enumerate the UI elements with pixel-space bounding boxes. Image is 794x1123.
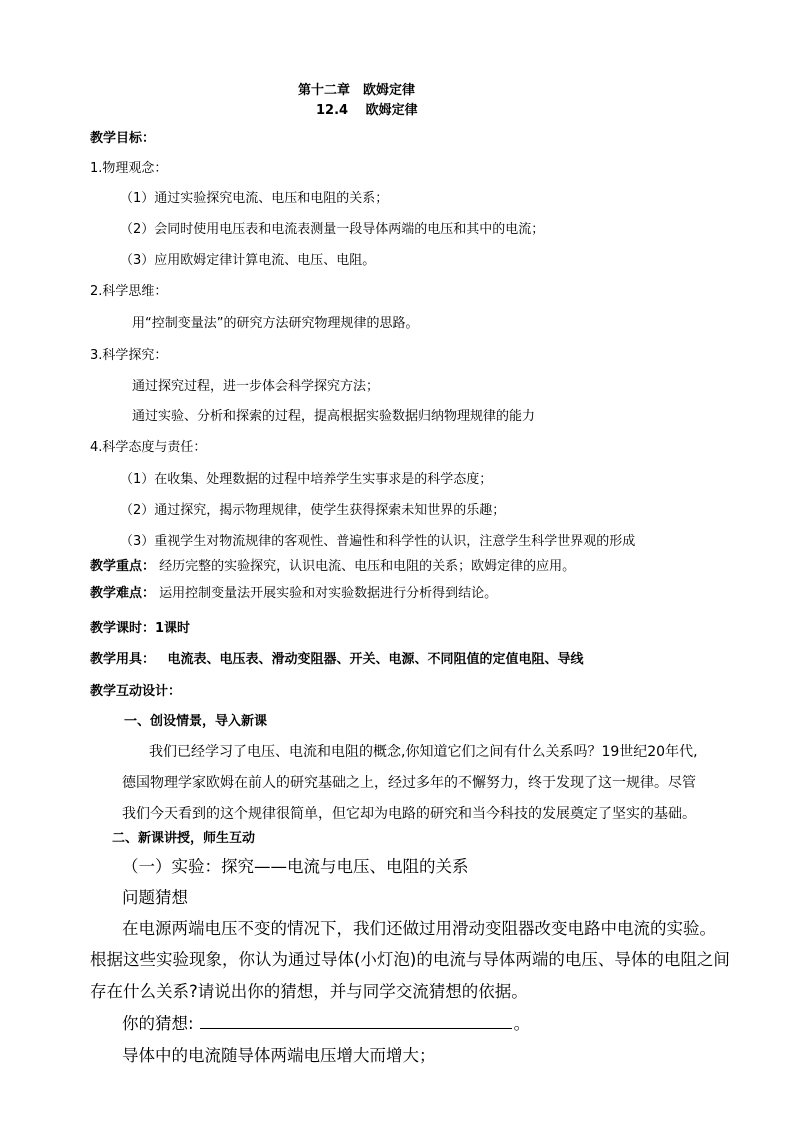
part-2-title: 二、新课讲授，师生互动 bbox=[112, 831, 256, 846]
goal-3-item-1: 通过探究过程，进一步体会科学探究方法； bbox=[132, 379, 380, 394]
part-1-line-3: 我们今天看到的这个规律很简单，但它却为电路的研究和当今科技的发展奠定了坚实的基础。 bbox=[122, 806, 696, 822]
difficulties-text: 运用控制变量法开展实验和对实验数据进行分析得到结论。 bbox=[159, 586, 498, 601]
difficulties bbox=[90, 582, 497, 601]
teaching-tools-text: 电流表、电压表、滑动变阻器、开关、电源、不同阻值的定值电阻、导线 bbox=[167, 652, 584, 667]
class-hours: 教学课时：1课时 bbox=[90, 621, 191, 636]
part-2-line-3: 存在什么关系?请说出你的猜想，并与同学交流猜想的依据。 bbox=[90, 982, 528, 1001]
chapter-title: 第十二章 欧姆定律 bbox=[298, 83, 416, 98]
key-points bbox=[90, 555, 575, 574]
goal-3-title: 3.科学探究： bbox=[90, 348, 168, 363]
goal-4-item-1: （1）在收集、处理数据的过程中培养学生实事求是的科学态度； bbox=[120, 472, 493, 487]
goal-1-title: 1.物理观念： bbox=[90, 161, 168, 176]
goal-1-item-3: （3）应用欧姆定律计算电流、电压、电阻。 bbox=[120, 253, 376, 268]
guess-blank[interactable] bbox=[200, 1014, 512, 1029]
goal-4-title: 4.科学态度与责任： bbox=[90, 440, 207, 455]
part-1-line-2: 德国物理学家欧姆在前人的研究基础之上，经过多年的不懈努力，终于发现了这一规律。尽管 bbox=[122, 775, 696, 791]
goal-1-item-1: （1）通过实验探究电流、电压和电阻的关系； bbox=[120, 191, 389, 206]
part-2-line-2: 根据这些实验现象，你认为通过导体(小灯泡)的电流与导体两端的电压、导体的电阻之间 bbox=[90, 950, 730, 969]
goal-2-item-1: 用“控制变量法”的研究方法研究物理规律的思路。 bbox=[132, 316, 419, 331]
guess-label: 你的猜想: bbox=[122, 1014, 194, 1033]
section-title: 12.4 欧姆定律 bbox=[316, 103, 418, 118]
guess-line bbox=[122, 1010, 530, 1034]
part-2-line-1: 在电源两端电压不变的情况下，我们还做过用滑动变阻器改变电路中电流的实验。 bbox=[122, 919, 716, 938]
goal-3-item-2: 通过实验、分析和探索的过程，提高根据实验数据归纳物理规律的能力 bbox=[132, 409, 536, 424]
teaching-tools-label: 教学用具： bbox=[90, 652, 156, 667]
difficulties-label: 教学难点： bbox=[90, 586, 156, 601]
goals-heading: 教学目标： bbox=[90, 131, 156, 146]
part-1-line-1: 我们已经学习了电压、电流和电阻的概念,你知道它们之间有什么关系吗？19世纪20年代, bbox=[149, 744, 698, 760]
key-points-label: 教学重点： bbox=[90, 559, 156, 574]
part-2-last-line: 导体中的电流随导体两端电压增大而增大； bbox=[122, 1046, 436, 1065]
goal-1-item-2: （2）会同时使用电压表和电流表测量一段导体两端的电压和其中的电流； bbox=[120, 222, 545, 237]
part-2-subtitle: （一）实验：探究——电流与电压、电阻的关系 bbox=[122, 857, 469, 876]
key-points-text: 经历完整的实验探究，认识电流、电压和电阻的关系；欧姆定律的应用。 bbox=[159, 559, 576, 574]
part-1-title: 一、创设情景，导入新课 bbox=[124, 714, 268, 729]
problem-guess-heading: 问题猜想 bbox=[122, 888, 188, 907]
goal-4-item-2: （2）通过探究，揭示物理规律，使学生获得探索未知世界的乐趣； bbox=[120, 503, 506, 518]
design-heading: 教学互动设计： bbox=[90, 684, 182, 699]
goal-4-item-3: （3）重视学生对物流规律的客观性、普遍性和科学性的认识，注意学生科学世界观的形成 bbox=[120, 534, 636, 549]
guess-end: 。 bbox=[513, 1014, 531, 1033]
teaching-tools bbox=[90, 648, 584, 667]
goal-2-title: 2.科学思维： bbox=[90, 284, 168, 299]
